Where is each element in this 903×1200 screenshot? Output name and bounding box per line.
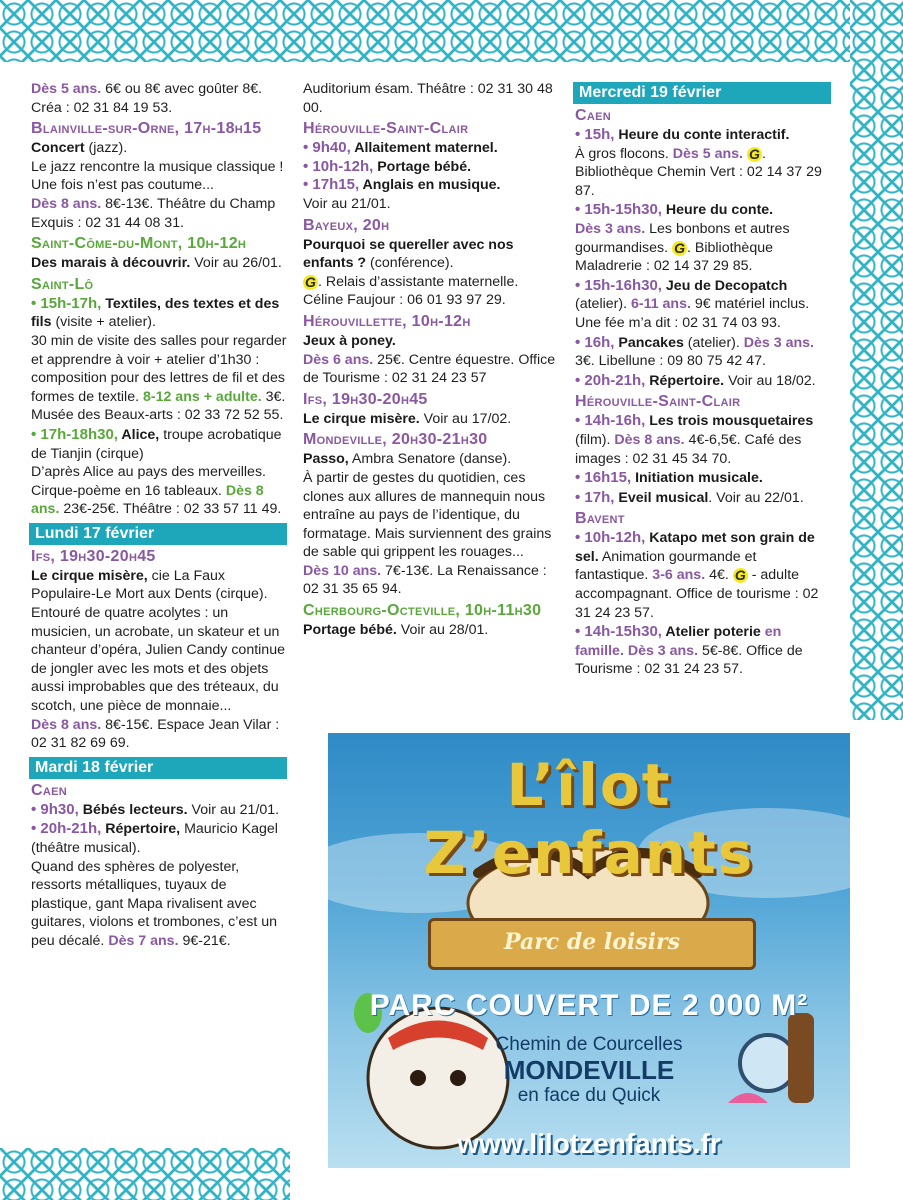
entry-text: . Relais d’assistante maternelle. Céline Faujour : 06 01 93 97 29. xyxy=(303,273,519,309)
column-3 xyxy=(575,78,831,680)
event-title: Les trois mousquetaires xyxy=(645,413,814,430)
listing-entry xyxy=(303,450,559,599)
free-g-icon: G xyxy=(733,568,748,583)
entry-text: 7€-13€. La Renaissance : 02 31 35 65 94. xyxy=(303,562,547,598)
listing-entry xyxy=(31,254,287,273)
event-time: • 10h-12h, xyxy=(575,529,646,547)
ad-subtitle: PARC COUVERT DE 2 000 M² xyxy=(369,989,809,1022)
entry-text: Animation gourmande et fantastique. xyxy=(575,548,757,584)
event-title: Textiles, des textes et des fils xyxy=(31,295,280,331)
age-label: Dès 7 ans. xyxy=(104,932,179,949)
entry-text: (visite + atelier). xyxy=(51,314,156,331)
ad-address-street: Chemin de Courcelles xyxy=(495,1034,683,1055)
entry-text: 25€. Centre équestre. Office de Tourisme : 02 31 24 23 57 xyxy=(303,351,556,387)
entry-text: 5€-8€. Office de Tourisme : 02 31 24 23 57. xyxy=(575,642,803,678)
event-time: • 15h-15h30, xyxy=(575,201,662,219)
location-heading: Bayeux, 20h xyxy=(303,216,390,234)
age-label: Dès 8 ans. xyxy=(31,482,264,518)
event-title: Pancakes xyxy=(614,334,684,351)
event-time: • 15h-17h, xyxy=(31,294,102,312)
listing-entry xyxy=(575,412,831,468)
ad-address xyxy=(478,1033,700,1107)
event-time: • 15h-16h30, xyxy=(575,276,662,294)
location-heading: Hérouvillette, 10h-12h xyxy=(303,312,471,330)
event-time: • 16h15, xyxy=(575,469,632,487)
entry-text: 30 min de visite des salles pour regarder et apprendre à voir + atelier d’1h30 : composition pour des lettres de fil et des formes de textile. xyxy=(31,332,287,405)
event-title: Allaitement maternel. xyxy=(350,140,498,157)
listing-entry xyxy=(575,489,831,508)
event-title: Portage bébé. xyxy=(303,622,397,639)
age-label: Dès 8 ans. xyxy=(610,431,685,448)
age-label: 8-12 ans + adulte. xyxy=(139,388,262,405)
entry-text: Les bonbons et autres gourmandises. xyxy=(575,220,790,256)
entry-text: À partir de gestes du quotidien, ces clones aux allures de mannequin nous entraîne au pays de l’identique, du formatage. Mais surviennent des grains de sable qui grippent les rouages... xyxy=(303,469,552,561)
event-time: • 15h, xyxy=(575,126,615,143)
entry-text: Voir au 26/01. xyxy=(190,255,282,272)
event-title: Bébés lecteurs. xyxy=(78,801,188,818)
free-g-icon: G xyxy=(672,241,687,256)
event-title: Anglais en musique. xyxy=(359,177,501,194)
ad-title-line2: Z’enfants xyxy=(423,819,755,887)
entry-text: Voir au 17/02. xyxy=(419,410,512,427)
entry-text: 4€. xyxy=(705,567,729,584)
event-time: • 17h15, xyxy=(303,176,360,194)
listing-entry xyxy=(31,295,287,425)
event-title: Passo, xyxy=(303,451,349,468)
column-2 xyxy=(303,80,559,641)
listing-entry xyxy=(303,236,559,310)
ad-address-city: MONDEVILLE xyxy=(503,1055,675,1085)
day-header: Mercredi 19 février xyxy=(573,82,831,104)
entry-text: Auditorium ésam. Théâtre : 02 31 30 48 00. xyxy=(303,81,553,116)
age-label: Dès 8 ans. xyxy=(31,716,102,733)
listing-entry xyxy=(575,623,831,679)
entry-text: 3€. Libellune : 09 80 75 42 47. xyxy=(575,353,766,370)
listing-entry xyxy=(575,334,831,371)
location-heading: Saint-Lô xyxy=(31,275,94,293)
location-heading: Hérouville-Saint-Clair xyxy=(303,120,469,138)
event-title: Le cirque misère. xyxy=(303,410,420,427)
age-label: Dès 3 ans. xyxy=(739,334,814,351)
listing-entry xyxy=(303,621,559,640)
listing-entry xyxy=(575,529,831,622)
age-label: Dès 5 ans. xyxy=(668,145,743,162)
event-time: • 14h-16h, xyxy=(575,412,646,430)
entry-text: Mauricio Kagel (théâtre musical). xyxy=(31,821,278,856)
entry-text: 8€-15€. Espace Jean Vilar : 02 31 82 69 69. xyxy=(31,716,280,752)
listing-entry xyxy=(303,410,559,429)
event-time: • 20h-21h, xyxy=(575,371,646,389)
entry-text: Ambra Senatore (danse). xyxy=(348,451,512,468)
age-label: 3-6 ans. xyxy=(648,567,706,584)
day-header: Lundi 17 février xyxy=(29,523,287,545)
age-label: en famille. Dès 3 ans. xyxy=(575,624,782,659)
location-heading: Caen xyxy=(575,107,611,124)
event-time: • 10h-12h, xyxy=(303,157,374,175)
entry-text: (film). xyxy=(575,431,611,448)
event-title: Jeux à poney. xyxy=(303,332,396,349)
event-time: • 14h-15h30, xyxy=(575,623,662,641)
ad-ribbon: Parc de loisirs xyxy=(428,918,756,970)
decorative-pattern-bottom xyxy=(0,1148,290,1200)
entry-text: Entouré de quatre acolytes : un musicien, un acrobate, un skateur et un chanteur d’opéra, Julien Candy continue de jongler avec les mots et des objets aussi improbables que des tréteaux, du scotch, une pièce de monnaie... xyxy=(31,605,285,715)
entry-text: 23€-25€. Théâtre : 02 33 57 11 49. xyxy=(59,501,282,518)
event-title: Heure du conte. xyxy=(661,202,774,219)
listing-entry xyxy=(575,277,831,333)
entry-text: (jazz). xyxy=(84,140,128,157)
entry-text: 3€. Musée des Beaux-arts : 02 33 72 52 55. xyxy=(31,388,286,424)
entry-text: . Bibliothèque Chemin Vert : 02 14 37 29 87. xyxy=(575,145,822,199)
listing-entry xyxy=(31,820,287,950)
location-heading: Hérouville-Saint-Clair xyxy=(575,393,741,411)
event-time: • 17h-18h30, xyxy=(31,425,118,443)
listing-entry xyxy=(575,469,831,488)
entry-text: cie La Faux Populaire-Le Mort aux Dents (cirque). xyxy=(31,567,268,603)
entry-text: (atelier). xyxy=(575,296,628,313)
location-heading: Saint-Côme-du-Mont, 10h-12h xyxy=(31,235,247,253)
event-title: Répertoire, xyxy=(101,821,181,838)
advertisement-banner[interactable] xyxy=(328,733,850,1168)
entry-text: Voir au 21/01. xyxy=(303,195,391,212)
event-time: • 16h, xyxy=(575,333,615,351)
listing-entry xyxy=(303,139,559,213)
ad-website-link[interactable]: www.lilotzenfants.fr xyxy=(457,1128,721,1159)
event-title: Le cirque misère, xyxy=(31,567,148,584)
event-title: Des marais à découvrir. xyxy=(31,255,191,272)
entry-text: (atelier). xyxy=(683,334,740,351)
entry-text: 8€-13€. Théâtre du Champ Exquis : 02 31 44 08 31. xyxy=(31,195,276,231)
free-g-icon: G xyxy=(747,147,762,162)
age-label: Dès 8 ans. xyxy=(31,195,102,212)
entry-text: - adulte accompagnant. Office de tourisme : 02 31 24 23 57. xyxy=(575,567,819,621)
decorative-pattern-right xyxy=(850,0,903,720)
entry-text: 6€ ou 8€ avec goûter 8€. Créa : 02 31 84 19 53. xyxy=(31,81,263,116)
event-title: Initiation musicale. xyxy=(631,470,763,487)
ad-title-line1: L’îlot xyxy=(506,751,672,819)
event-title: Concert xyxy=(31,140,85,157)
event-time: • 9h40, xyxy=(303,139,351,157)
listing-entry xyxy=(31,80,287,117)
day-header: Mardi 18 février xyxy=(29,757,287,779)
location-heading: Blainville-sur-Orne, 17h-18h15 xyxy=(31,120,262,138)
location-heading: Mondeville, 20h30-21h30 xyxy=(303,431,488,449)
listing-entry xyxy=(303,80,559,117)
event-title: Atelier poterie xyxy=(661,624,761,641)
event-title: Répertoire. xyxy=(645,372,725,389)
entry-text: . Voir au 22/01. xyxy=(708,489,804,506)
listing-entry xyxy=(575,126,831,200)
listing-entry xyxy=(31,426,287,519)
event-time: • 9h30, xyxy=(31,800,79,818)
location-heading: Ifs, 19h30-20h45 xyxy=(303,390,428,408)
age-label: Dès 6 ans. xyxy=(303,351,374,368)
entry-text: 9€ matériel inclus. Une fée m’a dit : 02 31 74 03 93. xyxy=(575,296,810,331)
listing-entry xyxy=(575,372,831,391)
event-time: • 17h, xyxy=(575,488,615,506)
entry-text: Le jazz rencontre la musique classique ! Une fois n’est pas coutume... xyxy=(31,158,284,194)
event-title: Alice, xyxy=(117,426,160,443)
entry-text: Quand des sphères de polyester, ressorts métalliques, tuyaux de plastique, gant Mapa rivalisent avec guitares, violons et trombones, c’est un peu décalé. xyxy=(31,858,278,949)
entry-text: 9€-21€. xyxy=(178,932,231,949)
age-label: 6-11 ans. xyxy=(627,296,691,313)
entry-text: À gros flocons. xyxy=(575,145,669,162)
location-heading: Ifs, 19h30-20h45 xyxy=(31,547,156,565)
free-g-icon: G xyxy=(303,275,318,290)
entry-text: D’après Alice au pays des merveilles. Cirque-poème en 16 tableaux. xyxy=(31,464,266,499)
entry-text: Voir au 21/01. xyxy=(187,801,280,818)
location-heading: Cherbourg-Octeville, 10h-11h30 xyxy=(303,602,542,620)
age-label: Dès 3 ans. xyxy=(575,220,646,237)
location-heading: Bavent xyxy=(575,510,625,528)
entry-text: Voir au 18/02. xyxy=(724,372,816,389)
listing-entry xyxy=(31,567,287,753)
event-time: • 20h-21h, xyxy=(31,820,102,838)
event-title: Heure du conte interactif. xyxy=(614,127,790,143)
entry-text: Voir au 28/01. xyxy=(396,622,489,639)
ad-address-landmark: en face du Quick xyxy=(517,1085,661,1106)
listing-entry xyxy=(31,139,287,232)
event-title: Eveil musical xyxy=(614,489,709,506)
event-title: Portage bébé. xyxy=(373,158,472,175)
entry-text: (conférence). xyxy=(366,255,454,272)
entry-text: troupe acrobatique de Tianjin (cirque) xyxy=(31,426,282,462)
location-heading: Caen xyxy=(31,781,67,799)
entry-text: . Bibliothèque Maladrerie : 02 14 37 29 85. xyxy=(575,239,773,275)
column-1 xyxy=(31,80,287,952)
listing-entry xyxy=(303,332,559,388)
event-title: Katapo met son grain de sel. xyxy=(575,530,815,565)
entry-text: 4€-6,5€. Café des images : 02 31 45 34 70. xyxy=(575,431,802,467)
age-label: Dès 5 ans. xyxy=(31,81,102,97)
age-label: Dès 10 ans. xyxy=(303,562,382,579)
listing-entry xyxy=(31,801,287,820)
decorative-pattern-top xyxy=(0,0,903,62)
listing-entry xyxy=(575,201,831,275)
event-title: Jeu de Decopatch xyxy=(661,277,788,294)
event-title: Pourquoi se quereller avec nos enfants ? xyxy=(303,236,514,272)
